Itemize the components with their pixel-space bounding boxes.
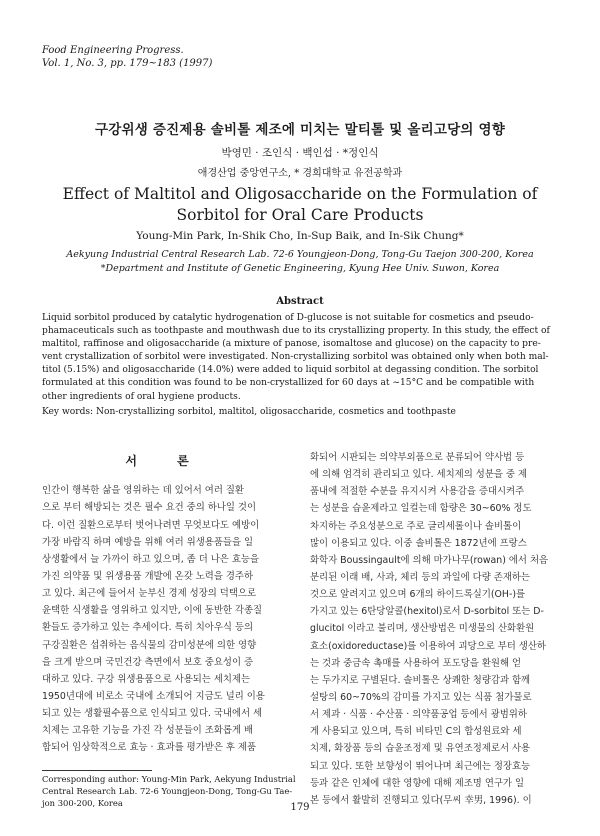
page-number: 179 [290, 802, 310, 813]
body-line: 가장 바람직 하며 예방을 위해 여러 위생용품들을 일 [42, 536, 254, 548]
body-line: 구강질환은 섭취하는 음식물의 감미성분에 의한 영향 [42, 639, 257, 651]
korean-authors: 박영민 · 조인식 · 백인섭 · *정인식 [221, 147, 379, 159]
abstract-line: formulated at this condition was found to be non-crystallized for 60 days at ~15°C and be compatible with [42, 378, 535, 389]
body-line: 치제는 고유한 기능을 가진 각 성분들이 조화롭게 배 [42, 725, 254, 737]
body-line: 분리된 이래 배, 사과, 체리 등의 과일에 다량 존재하는 [310, 571, 530, 583]
body-line: 고 있다. 최근에 들어서 눈부신 경제 성장의 덕택으로 [42, 588, 257, 600]
body-line: 화학자 Boussingault에 의해 마가나무(rowan) 에서 처음 [310, 554, 549, 566]
korean-title: 구강위생 증진제용 솔비톨 제조에 미치는 말티톨 및 올리고당의 영향 [95, 122, 505, 138]
abstract-line: other ingredients of oral hygiene products. [42, 391, 241, 402]
footnote-line: Central Research Lab. 72-6 Youngjeon-Dong, Tong-Gu Tae- [42, 786, 293, 796]
body-line: 환들도 증가하고 있는 추세이다. 특히 치아우식 등의 [42, 622, 254, 634]
journal-header [42, 44, 212, 70]
body-line: 을 크게 받으며 국민건강 측면에서 보호 중요성이 증 [42, 656, 254, 668]
abstract-line: titol (5.15%) and oligosaccharide (14.0%) were added to liquid sorbitol at degassing condition. The sorbitol [42, 365, 539, 376]
english-title-line: Sorbitol for Oral Care Products [176, 206, 424, 224]
journal-citation: Vol. 1, No. 3, pp. 179~183 (1997) [42, 58, 213, 69]
abstract-line: phamaceuticals such as toothpaste and mouthwash due to its crystallizing property. In this study, the effect of [42, 326, 550, 337]
body-line: 에 의해 엄격히 관리되고 있다. 세치제의 성분을 중 제 [310, 469, 528, 481]
body-line: 가지고 있는 6탄당알콜(hexitol)로서 D-sorbitol 또는 D- [310, 606, 544, 618]
body-line: 는 두가지로 구별된다. 솔비톨은 상쾌한 청량감과 함께 [310, 674, 531, 686]
korean-affiliation: 애경산업 중앙연구소, * 경희대학교 유전공학과 [197, 168, 403, 179]
body-line: 본 등에서 활발히 진행되고 있다(무씨 幸男, 1996). 이 [310, 794, 532, 806]
body-line: 인간이 행복한 삶을 영위하는 데 있어서 여러 질환 [42, 485, 244, 497]
body-line: 대하고 있다. 구강 위생용품으로 사용되는 세치제는 [42, 673, 251, 685]
english-title [0, 184, 600, 226]
body-line: 등과 같은 인체에 대한 영향에 대해 제조명 연구가 일 [310, 777, 525, 789]
body-line [42, 465, 290, 482]
affiliation-line: *Department and Institute of Genetic Engineering, Kyung Hee Univ. Suwon, Korea [100, 263, 500, 274]
body-line: 되고 있는 생활필수품으로 인식되고 있다. 국내에서 세 [42, 708, 263, 720]
body-line: 는 성분을 습윤제라고 일컬는데 함량은 30~60% 정도 [310, 503, 532, 515]
body-line: 가진 의약품 및 위생용품 개발에 온갖 노력을 경주하 [42, 570, 254, 582]
body-line: 효소(oxidoreductase)를 이용하여 괴당으로 부터 생산하 [310, 640, 546, 652]
keywords: Key words: Non-crystallizing sorbitol, maltitol, oligosaccharide, cosmetics and toothpaste [42, 407, 456, 417]
affiliation-line: Aekyung Industrial Central Research Lab. 72-6 Youngjeon-Dong, Tong-Gu Taejon 300-200, Korea [66, 249, 534, 260]
section-heading: 서 론 [125, 454, 207, 468]
body-line: 는 것과 중금속 촉매를 사용하여 포도당을 환원해 얻 [310, 657, 522, 669]
body-line: 설탕의 60~70%의 감미를 가지고 있는 식품 첨가물로 [310, 691, 532, 703]
abstract-body [42, 312, 558, 404]
abstract-heading: Abstract [276, 296, 324, 307]
body-line: 1950년대에 비로소 국내에 소개되어 지금도 널리 이용 [42, 690, 265, 702]
english-affiliation [0, 248, 600, 276]
body-line: 합되어 임상학적으로 효능 · 효과를 평가받은 후 제품 [42, 742, 257, 754]
body-line: 것으로 알려지고 있으며 6개의 하이드록실기(OH-)를 [310, 589, 526, 601]
body-line: glucitol 이라고 불리며, 생산방법은 미생물의 산화환원 [310, 623, 535, 635]
body-line: 다. 이런 질환으로부터 벗어나려면 무엇보다도 예방이 [42, 519, 260, 531]
footnote-line: jon 300-200, Korea [42, 798, 123, 808]
body-line: 되고 있다. 또한 보향성이 뛰어나며 최근에는 정장효능 [310, 760, 531, 772]
english-title-line: Effect of Maltitol and Oligosaccharide on the Formulation of [62, 185, 538, 203]
body-line: 으로 부터 해방되는 것은 필수 요건 중의 하나일 것이 [42, 502, 257, 514]
body-line: 서 제과 · 식품 · 수산품 · 의약품공업 등에서 광범위하 [310, 709, 527, 721]
footnote-divider [42, 770, 152, 771]
body-line: 차지하는 주요성분으로 주로 글리세롤이나 솔비톨이 [310, 520, 522, 532]
body-line: 치제, 화장품 등의 습윤조정제 및 유연조정제로서 사용 [310, 743, 531, 755]
english-authors: Young-Min Park, In-Shik Cho, In-Sup Baik, and In-Sik Chung* [136, 230, 464, 242]
body-line: 품내에 적절한 수분을 유지시켜 사용감을 증대시켜주 [310, 486, 525, 498]
left-column [42, 448, 290, 757]
body-line: 많이 이용되고 있다. 이중 솔비톨은 1872년에 프랑스 [310, 537, 527, 549]
abstract-line: maltitol, raffinose and oligosaccharide (a mixture of panose, isomaltose and glucose) on the capacity to pre- [42, 339, 541, 350]
right-column [310, 449, 558, 809]
journal-name: Food Engineering Progress. [42, 45, 184, 56]
body-line: 게 사용되고 있으며, 특히 비타민 C의 합성원료와 세 [310, 726, 522, 738]
body-line [42, 448, 290, 465]
body-line: 윤택한 식생활을 영위하고 있지만, 이에 동반한 각종질 [42, 605, 263, 617]
abstract-line: vent crystallization of sorbitol were investigated. Non-crystallizing sorbitol was obtained only when both mal- [42, 352, 549, 363]
body-line: 상생활에서 늘 가까이 하고 있으며, 좀 더 나은 효능을 [42, 553, 260, 565]
footnote-line: Corresponding author: Young-Min Park, Aekyung Industrial [42, 774, 296, 784]
body-line: 화되어 시판되는 의약부외품으로 분류되어 약사법 등 [310, 452, 525, 463]
abstract-line: Liquid sorbitol produced by catalytic hydrogenation of D-glucose is not suitable for cosmetics and pseudo- [42, 313, 534, 323]
